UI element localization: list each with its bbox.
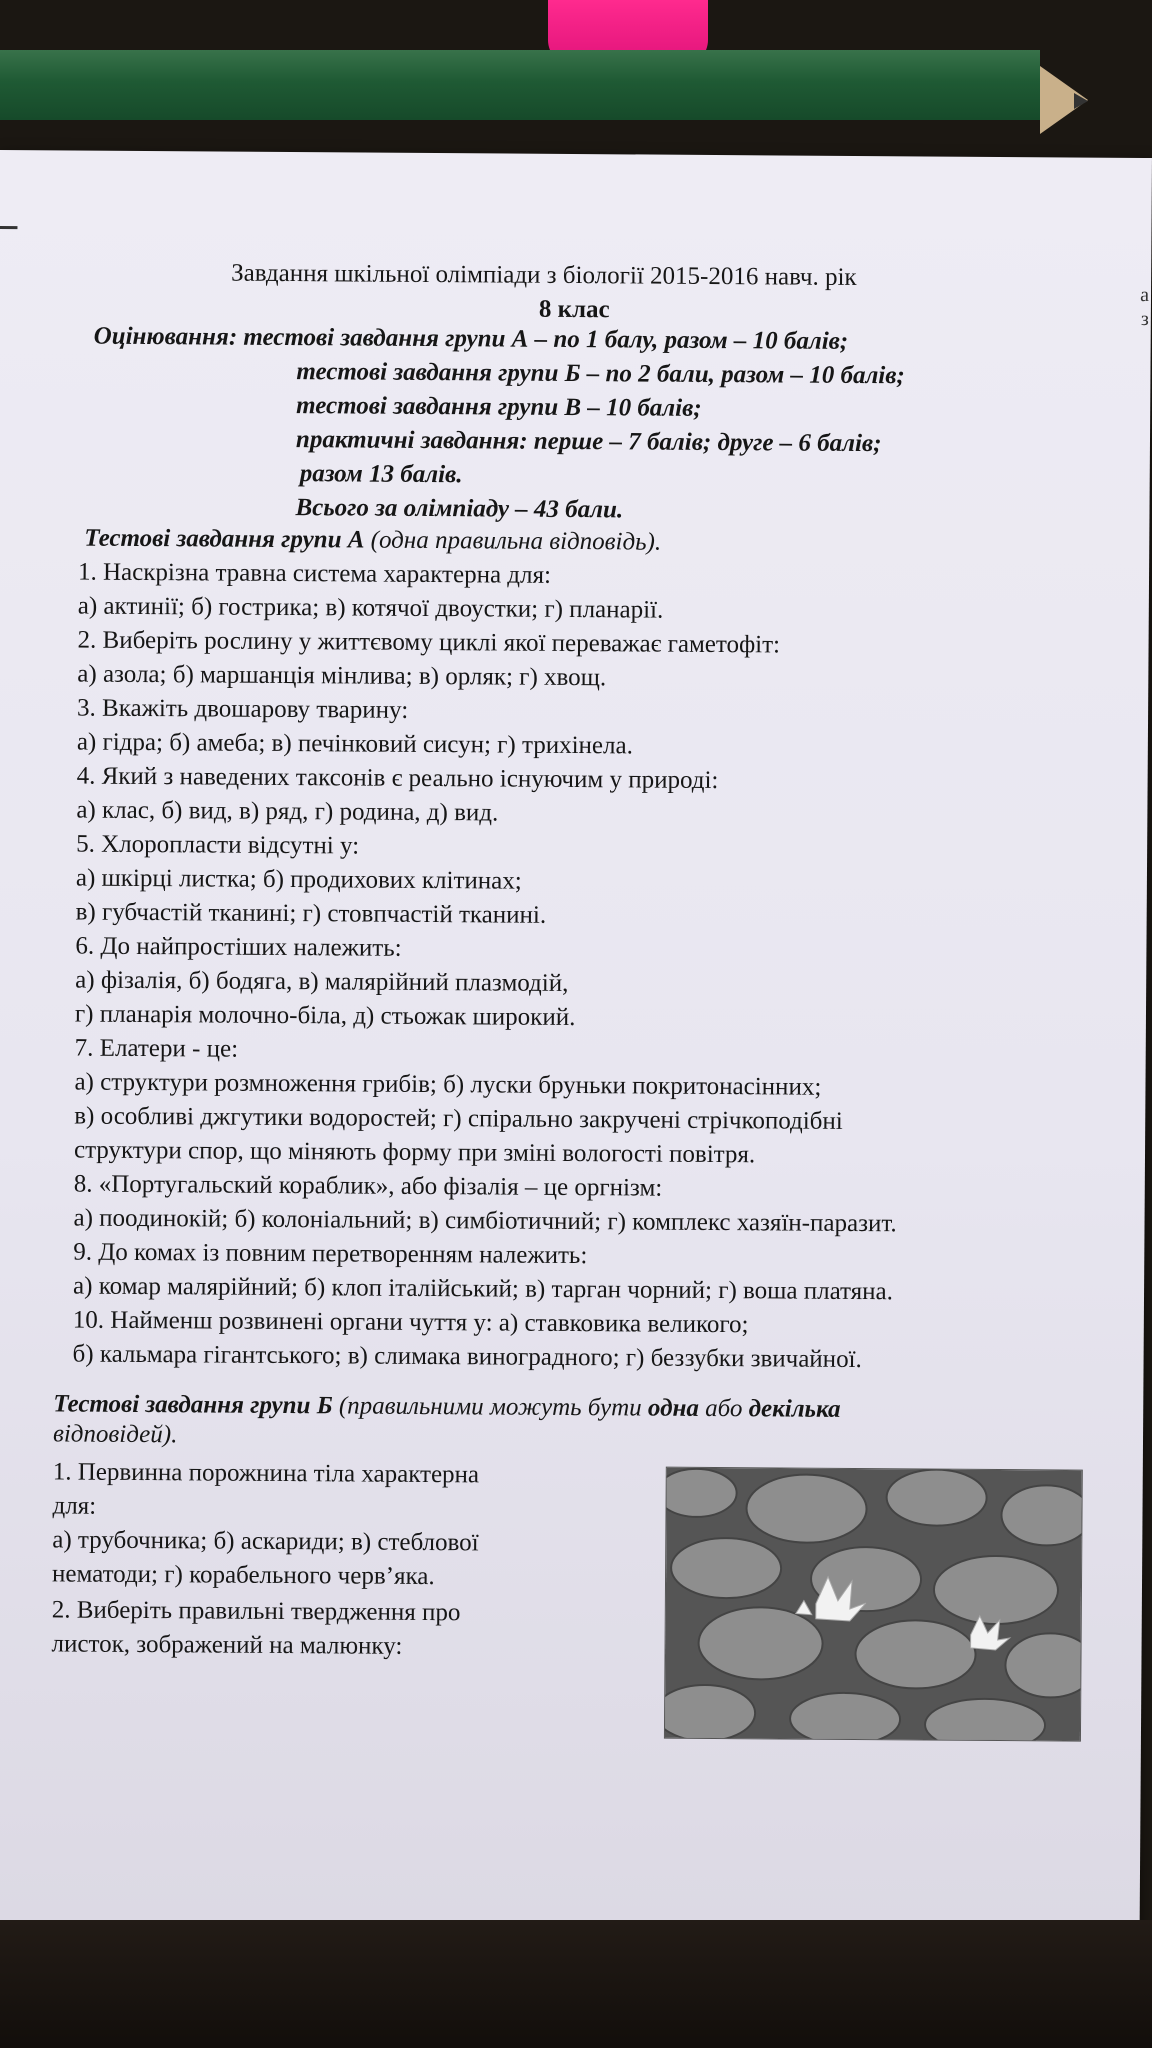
group-b-line: нематоди; г) корабельного черв’яка. — [51, 1560, 435, 1591]
group-a-heading-note: (одна правильна відповідь). — [370, 526, 662, 556]
group-b-heading-bold2: одна — [647, 1394, 699, 1422]
group-a-heading — [84, 525, 661, 557]
group-a-line: б) кальмара гігантського; в) слимака виноградного; г) беззубки звичайної. — [72, 1340, 862, 1374]
group-a-line: а) шкірці листка; б) продихових клітинах; — [75, 864, 522, 895]
group-a-line: 8. «Португальский кораблик», або фізалія – це оргнізм: — [73, 1170, 663, 1202]
group-b-line: 2. Виберіть правильні твердження про — [51, 1596, 461, 1627]
group-a-heading-bold: Тестові завдання групи А — [84, 524, 365, 554]
group-a-line: а) азола; б) маршанція мінлива; в) орляк; г) хвощ. — [77, 660, 607, 692]
group-a-line: в) губчастій тканині; г) стовпчастій тканині. — [75, 898, 547, 929]
group-a-line: 2. Виберіть рослину у життєвому циклі якої переважає гаметофіт: — [77, 626, 781, 659]
edge-mark: a — [1140, 283, 1150, 307]
group-a-line: а) поодинокій; б) колоніальний; в) симбіотичний; г) комплекс хазяїн-паразит. — [73, 1204, 897, 1238]
grading-label: Оцінювання: — [93, 322, 238, 351]
green-pencil — [0, 50, 1040, 120]
table-surface — [0, 1920, 1152, 2048]
lily-pad — [671, 1538, 781, 1599]
group-b-heading-cont: відповідей). — [52, 1420, 178, 1449]
water-lily-photo — [664, 1467, 1083, 1742]
grading-line-5: разом 13 балів. — [299, 460, 463, 489]
group-a-line: а) фізалія, б) бодяга, в) малярійний плазмодій, — [75, 966, 569, 997]
group-a-line: 4. Який з наведених таксонів є реально існуючим у природі: — [76, 762, 719, 795]
group-a-line: в) особливі джгутики водоростей; г) спірально закручені стрічкоподібні — [74, 1102, 843, 1135]
doc-grade: 8 клас — [538, 295, 610, 324]
doc-title: Завдання шкільної олімпіади з біології 2015-2016 навч. рік — [231, 259, 857, 291]
grading-row-1 — [94, 323, 849, 356]
group-a-line: г) планарія молочно-біла, д) стьожак широкий. — [74, 1000, 576, 1032]
group-a-line: а) актинії; б) гострика; в) котячої двоустки; г) планарії. — [77, 592, 664, 624]
group-b-line: листок, зображений на малюнку: — [51, 1630, 403, 1660]
lily-pad — [1001, 1485, 1083, 1546]
lily-pad — [934, 1556, 1058, 1625]
edge-mark: з — [1140, 307, 1149, 331]
group-b-heading-note: (правильними можуть бути — [338, 1392, 642, 1422]
group-a-line: а) гідра; б) амеба; в) печінковий сисун; г) трихінела. — [76, 728, 633, 760]
group-a-line: 10. Найменш розвинені органи чуття у: а) ставковика великого; — [72, 1306, 749, 1339]
group-b-line: а) трубочника; б) аскариди; в) стеблової — [52, 1526, 479, 1557]
group-a-line: 1. Наскрізна травна система характерна для: — [77, 558, 552, 589]
pencil-lead — [1074, 93, 1088, 109]
lily-pad — [698, 1607, 822, 1680]
lily-pad — [886, 1469, 986, 1526]
group-b-line: для: — [52, 1492, 97, 1520]
grading-line-4: практичні завдання: перше – 7 балів; друге – 6 балів; — [295, 426, 882, 458]
lily-pad — [664, 1685, 755, 1742]
paper-mark — [0, 226, 17, 229]
grading-total: Всього за олімпіаду – 43 бали. — [295, 494, 624, 524]
document — [0, 150, 1152, 1660]
grading-line-3: тестові завдання групи В – 10 балів; — [296, 392, 702, 422]
lily-pad — [790, 1693, 900, 1742]
group-a-line: а) клас, б) вид, в) ряд, г) родина, д) вид. — [76, 796, 499, 827]
group-a-line: структури спор, що міняють форму при зміні вологості повітря. — [73, 1136, 756, 1169]
lily-pad — [855, 1620, 975, 1689]
group-b-line: 1. Первинна порожнина тіла характерна — [52, 1458, 480, 1489]
group-a-line: 7. Елатери - це: — [74, 1034, 239, 1063]
group-b-heading-bold3: декілька — [748, 1395, 841, 1423]
group-a-line: 3. Вкажіть двошарову тварину: — [77, 694, 409, 724]
group-b-heading-note2: або — [705, 1394, 743, 1423]
group-b-heading-bold: Тестові завдання групи Б — [53, 1390, 333, 1420]
paper-sheet — [0, 150, 1152, 1928]
group-a-line: а) структури розмноження грибів; б) луски бруньки покритонасінних; — [74, 1068, 822, 1101]
grading-line-1: тестові завдання групи А – по 1 балу, разом – 10 балів; — [243, 323, 849, 355]
group-a-line: 6. До найпростіших належить: — [75, 932, 402, 962]
grading-line-2: тестові завдання групи Б – по 2 бали, разом – 10 балів; — [296, 358, 905, 390]
group-b-heading — [53, 1390, 841, 1423]
group-a-line: 5. Хлоропласти відсутні у: — [76, 830, 360, 860]
group-a-line: 9. До комах із повним перетворенням належить: — [73, 1238, 588, 1270]
lily-pad — [664, 1469, 737, 1518]
lily-pad — [746, 1474, 866, 1543]
group-a-line: а) комар малярійний; б) клоп італійський; в) тарган чорний; г) воша платяна. — [72, 1272, 894, 1306]
